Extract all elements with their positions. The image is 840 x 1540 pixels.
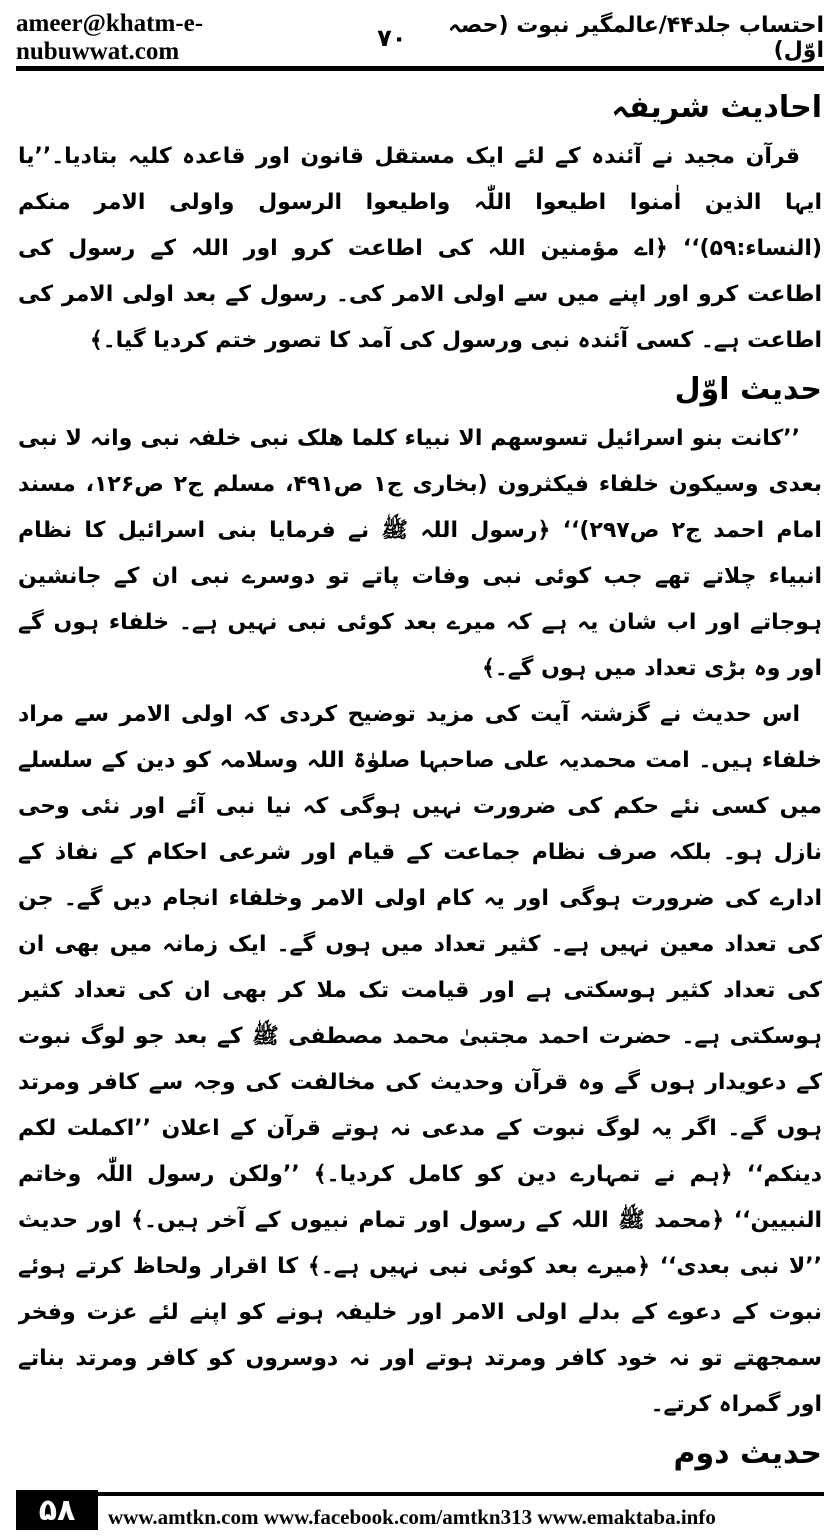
header-rule	[16, 66, 824, 71]
page-footer	[16, 1488, 824, 1532]
heading-hadith-sharifa: احادیث شریفہ	[611, 90, 822, 125]
header-email: ameer@khatm-e-nubuwwat.com	[16, 10, 204, 65]
paragraph-quran-law: قرآن مجید نے آئندہ کے لئے ایک مستقل قانون اور قاعدہ کلیہ بتادیا۔’’یا ایہا الذین اٰمنوا اطیعوا اللّٰہ واطیعوا الرسول واولی الامر منکم (النساء:۵۹)‘‘ ﴿اے مؤمنین اللہ کی اطاعت کرو اور اللہ کے رسول کی اطاعت کرو اور اپنے میں سے اولی الامر کی۔ رسول کے بعد اولی الامر کی اطاعت ہے۔ کسی آئندہ نبی ورسول کی آمد کا تصور ختم کردیا گیا۔﴾	[18, 144, 822, 353]
heading-hadith-dom: حدیث دوم	[673, 1436, 822, 1471]
page-header	[16, 10, 824, 65]
page-body	[18, 82, 822, 1480]
footer-rule	[98, 1492, 824, 1496]
header-page-number: ۷۰	[377, 24, 407, 52]
header-book-title: احتساب جلد۴۴/عالمگیر نبوت (حصہ اوّل)	[448, 13, 824, 63]
paragraph-hadith-awwal-text: ’’کانت بنو اسرائیل تسوسھم الا نبیاء کلما ھلک نبی خلفہ نبی وانہ لا نبی بعدی وسیکون خلفاء فیکثرون (بخاری ج۱ ص۴۹۱، مسلم ج۲ ص۱۲۶، مسند امام احمد ج۲ ص۲۹۷)‘‘ ﴿رسول اللہ ﷺ نے فرمایا بنی اسرائیل کا نظام انبیاء چلاتے تھے جب کوئی نبی وفات پاتے تو دوسرے نبی ان کے جانشین ہوجاتے اور اب شان یہ ہے کہ میرے بعد کوئی نبی نہیں ہے۔ خلفاء ہوں گے اور وہ بڑی تعداد میں ہوں گے۔﴾	[18, 426, 822, 681]
footer-links-area	[98, 1490, 824, 1530]
heading-hadith-awwal: حدیث اوّل	[674, 372, 822, 407]
footer-page-box: ۵۸	[16, 1490, 98, 1530]
footer-websites: www.amtkn.com www.facebook.com/amtkn313 www.emaktaba.info	[108, 1505, 716, 1529]
paragraph-hadith-awwal-commentary: اس حدیث نے گزشتہ آیت کی مزید توضیح کردی کہ اولی الامر سے مراد خلفاء ہیں۔ امت محمدیہ علی صاحبہا صلوٰۃ اللہ وسلامہ کو دین کے سلسلے میں کسی نئے حکم کی ضرورت نہیں ہوگی کہ نیا نبی آئے اور نئی وحی نازل ہو۔ بلکہ صرف نظام جماعت کے قیام اور شرعی احکام کے نفاذ کے ادارے کی ضرورت ہوگی اور یہ کام اولی الامر وخلفاء انجام دیں گے۔ جن کی تعداد معین نہیں ہے۔ کثیر تعداد میں ہوں گے۔ ایک زمانہ میں بھی ان کی تعداد کثیر ہوسکتی ہے اور قیامت تک ملا کر بھی ان کی تعداد کثیر ہوسکتی ہے۔ حضرت احمد مجتبیٰ محمد مصطفی ﷺ کے بعد جو لوگ نبوت کے دعویدار ہوں گے وہ قرآن وحدیث کی مخالفت کی وجہ سے کافر ومرتد ہوں گے۔ اگر یہ لوگ نبوت کے مدعی نہ ہوتے قرآن کے اعلان ’’اکملت لکم دینکم‘‘ ﴿ہم نے تمہارے دین کو کامل کردیا۔﴾ ’’ولکن رسول اللّٰہ وخاتم النبیین‘‘ ﴿محمد ﷺ اللہ کے رسول اور تمام نبیوں کے آخر ہیں۔﴾ اور حدیث ’’لا نبی بعدی‘‘ ﴿میرے بعد کوئی نبی نہیں ہے۔﴾ کا اقرار ولحاظ کرتے ہوئے نبوت کے دعوے کے بدلے اولی الامر اور خلیفہ ہونے کو اپنے لئے عزت وفخر سمجھتے تو نہ خود کافر ومرتد ہوتے اور نہ دوسروں کو کافر ومرتد بناتے اور گمراہ کرتے۔	[18, 702, 822, 1417]
